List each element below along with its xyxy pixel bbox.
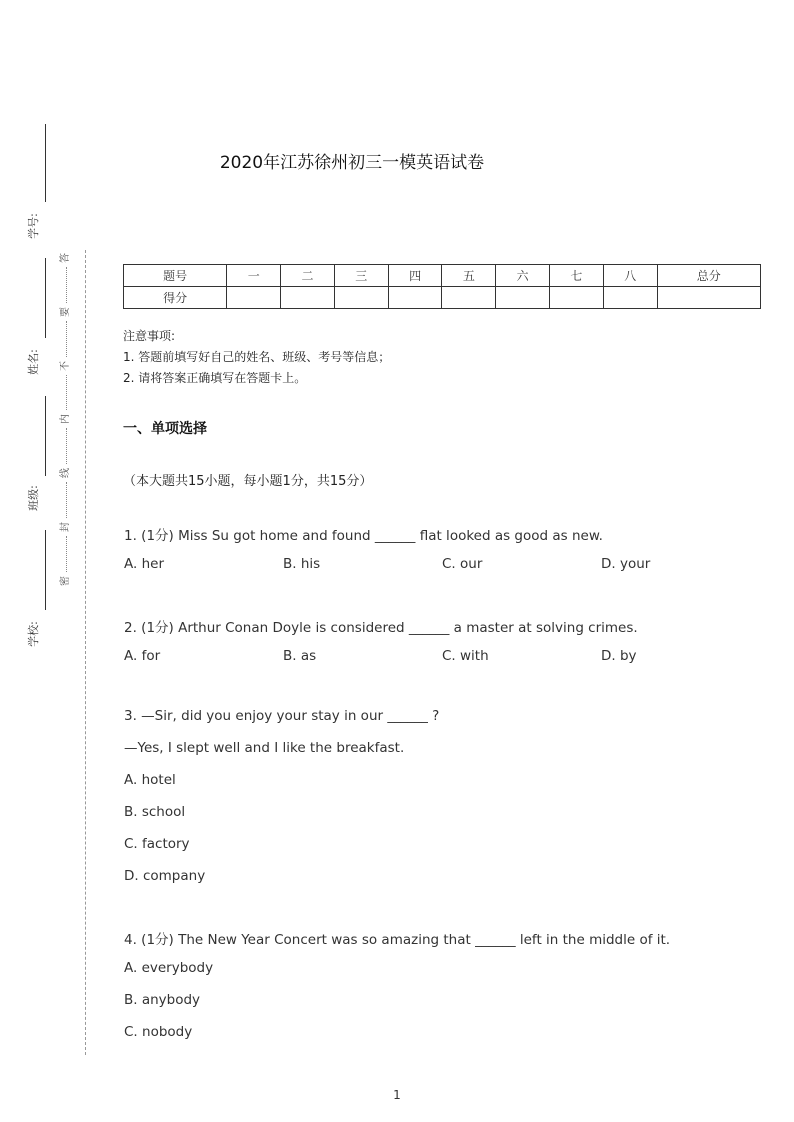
header-cell: 三: [334, 265, 388, 287]
header-cell: 总分: [657, 265, 760, 287]
question-3-option-b[interactable]: B. school: [124, 804, 186, 820]
question-1-option-a[interactable]: A. her: [124, 556, 164, 572]
section-subtitle: （本大题共15小题，每小题1分，共15分）: [123, 474, 373, 489]
score-cell[interactable]: [442, 287, 496, 309]
seal-char: 线: [60, 468, 71, 479]
score-cell[interactable]: [334, 287, 388, 309]
notes-block: [123, 326, 390, 389]
page-number: 1: [393, 1088, 401, 1102]
score-cell[interactable]: [281, 287, 335, 309]
score-cell[interactable]: [388, 287, 442, 309]
section-title: 一、单项选择: [123, 421, 207, 437]
score-table: [123, 264, 761, 309]
name-label: 姓名:: [26, 349, 40, 375]
header-cell: 四: [388, 265, 442, 287]
binding-line-2: [45, 258, 46, 338]
binding-line-3: [45, 396, 46, 476]
score-cell[interactable]: [550, 287, 604, 309]
seal-line-text: [58, 252, 74, 587]
seal-char: 封: [60, 522, 71, 533]
question-4-option-b[interactable]: B. anybody: [124, 992, 201, 1008]
school-label: 学校:: [26, 621, 40, 647]
header-cell: 六: [496, 265, 550, 287]
question-2-stem: 2. (1分) Arthur Conan Doyle is considered ______ a master at solving crimes.: [124, 620, 638, 636]
seal-char: 不: [60, 360, 71, 371]
seal-char: 答: [60, 253, 71, 263]
header-cell: 八: [603, 265, 657, 287]
question-3-stem-reply: —Yes, I slept well and I like the breakfast.: [124, 740, 405, 756]
notes-item: 2. 请将答案正确填写在答题卡上。: [123, 371, 307, 385]
question-1-option-d[interactable]: D. your: [601, 556, 651, 572]
question-4-stem: 4. (1分) The New Year Concert was so amazing that ______ left in the middle of it.: [124, 932, 671, 948]
score-cell[interactable]: [603, 287, 657, 309]
cut-line: [85, 250, 86, 1055]
page-title: 2020年江苏徐州初三一模英语试卷: [219, 153, 485, 173]
question-3-option-c[interactable]: C. factory: [124, 836, 190, 852]
header-cell: 七: [550, 265, 604, 287]
seal-char: 内: [60, 414, 71, 425]
seal-char: 要: [60, 306, 71, 317]
row-label-cell: 得分: [124, 287, 227, 309]
question-1-option-b[interactable]: B. his: [283, 556, 321, 572]
question-2-option-c[interactable]: C. with: [442, 648, 489, 664]
binding-line-4: [45, 530, 46, 610]
header-cell: 五: [442, 265, 496, 287]
question-3-option-d[interactable]: D. company: [124, 868, 206, 884]
score-table-score-row: [124, 287, 761, 309]
question-2-option-a[interactable]: A. for: [124, 648, 161, 664]
question-2-option-d[interactable]: D. by: [601, 648, 637, 664]
question-3-option-a[interactable]: A. hotel: [124, 772, 176, 788]
score-table-header-row: [124, 265, 761, 287]
header-cell: 一: [227, 265, 281, 287]
notes-item: 1. 答题前填写好自己的姓名、班级、考号等信息；: [123, 350, 391, 364]
question-3-stem: 3. —Sir, did you enjoy your stay in our ______ ?: [124, 708, 440, 724]
question-1-stem: 1. (1分) Miss Su got home and found ______ flat looked as good as new.: [124, 528, 603, 544]
question-4-option-c[interactable]: C. nobody: [124, 1024, 193, 1040]
header-cell: 二: [281, 265, 335, 287]
student-id-label: 学号:: [26, 213, 40, 239]
question-4-option-a[interactable]: A. everybody: [124, 960, 214, 976]
question-2-option-b[interactable]: B. as: [283, 648, 317, 664]
notes-heading: 注意事项:: [123, 329, 176, 343]
header-cell: 题号: [124, 265, 227, 287]
score-cell[interactable]: [227, 287, 281, 309]
seal-char: 密: [60, 575, 71, 586]
score-cell[interactable]: [657, 287, 760, 309]
score-cell[interactable]: [496, 287, 550, 309]
question-1-option-c[interactable]: C. our: [442, 556, 483, 572]
class-label: 班级:: [26, 485, 40, 511]
